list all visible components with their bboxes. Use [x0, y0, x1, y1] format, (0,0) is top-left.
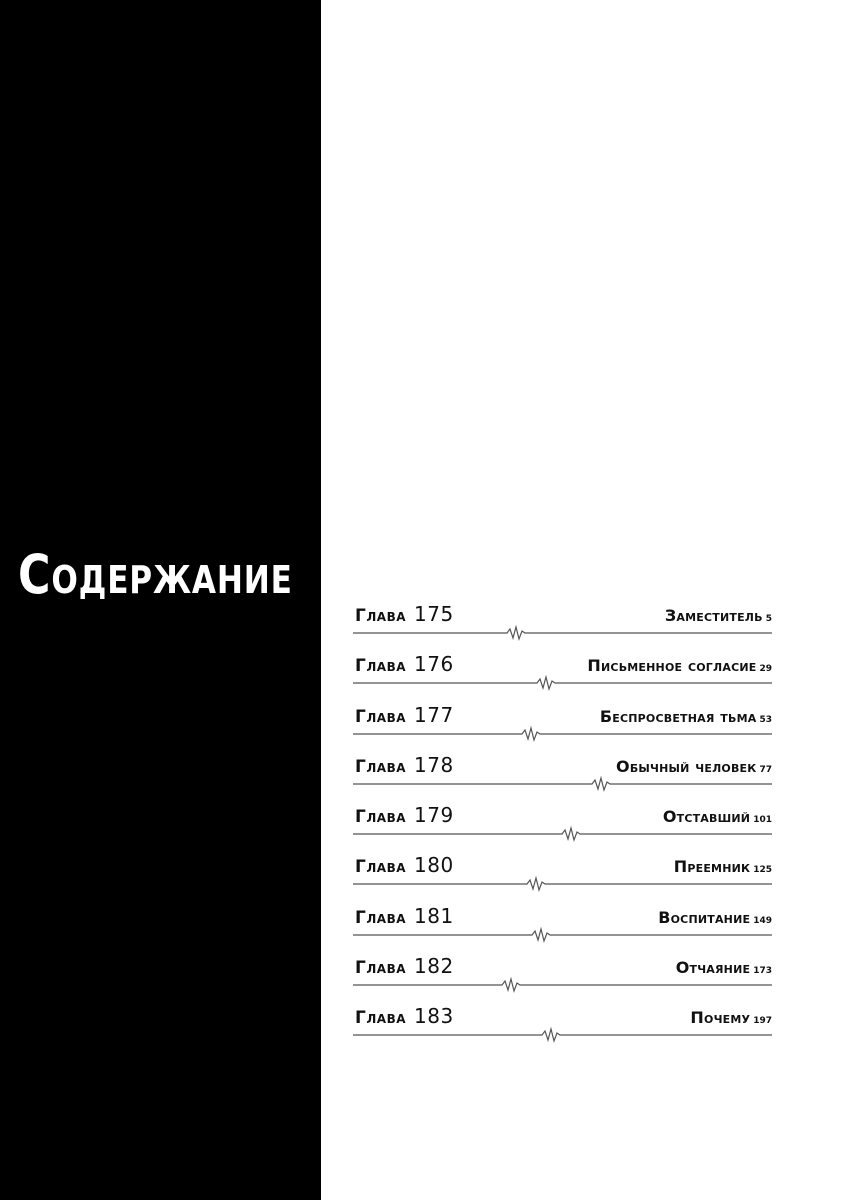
chapter-number: 180 [414, 853, 454, 878]
chapter-title: Воспитание [658, 907, 751, 927]
toc-entry [353, 902, 772, 952]
chapter-page-number: 101 [753, 815, 772, 826]
chapter-word: Глава [355, 656, 407, 677]
chapter-label [355, 954, 454, 978]
chapter-word: Глава [355, 958, 407, 979]
chapter-word: Глава [355, 857, 407, 878]
pulse-line [353, 627, 772, 639]
pulse-line-divider [353, 727, 772, 741]
pulse-line [353, 878, 772, 890]
chapter-page-number: 125 [753, 865, 772, 876]
chapter-title: Письменное согласие [587, 656, 757, 676]
chapter-label [355, 904, 454, 928]
chapter-title: Отставший [662, 807, 751, 827]
toc-entry [353, 952, 772, 1002]
toc-entry [353, 851, 772, 901]
chapter-label [355, 753, 454, 777]
chapter-number: 182 [414, 954, 454, 979]
black-side-panel [0, 0, 321, 1200]
chapter-title-group [676, 958, 772, 977]
chapter-label [355, 602, 454, 626]
pulse-line-divider [353, 928, 772, 942]
chapter-word: Глава [355, 606, 407, 626]
chapter-label [355, 803, 454, 827]
pulse-line [353, 728, 772, 740]
chapter-title-group [665, 606, 772, 625]
chapter-page-number: 173 [753, 966, 772, 977]
chapter-label [355, 853, 454, 877]
toc-entry [353, 801, 772, 851]
chapter-number: 183 [414, 1004, 454, 1029]
chapter-page-number: 197 [753, 1016, 772, 1027]
chapter-number: 176 [414, 652, 454, 677]
toc-entry [353, 650, 772, 700]
chapter-label [355, 703, 454, 727]
pulse-line [353, 979, 772, 991]
chapter-number: 179 [414, 803, 454, 828]
chapter-page-number: 149 [753, 915, 772, 926]
table-of-contents [353, 600, 772, 1053]
page-title: Содержание [18, 543, 293, 606]
pulse-line-divider [353, 978, 772, 992]
chapter-title: Обычный человек [616, 756, 757, 776]
chapter-number: 178 [414, 752, 454, 777]
pulse-line [353, 677, 772, 689]
toc-entry [353, 1002, 772, 1052]
chapter-title: Преемник [673, 857, 751, 877]
chapter-label [355, 652, 454, 676]
pulse-line [353, 929, 772, 941]
pulse-line-divider [353, 827, 772, 841]
chapter-title: Беспросветная тьма [599, 706, 757, 726]
chapter-label [355, 1004, 454, 1028]
chapter-title: Отчаяние [675, 958, 751, 978]
chapter-word: Глава [355, 807, 407, 828]
chapter-title-group [690, 1008, 772, 1027]
chapter-word: Глава [355, 756, 407, 777]
toc-entry [353, 751, 772, 801]
chapter-title-group [600, 707, 772, 726]
chapter-word: Глава [355, 1008, 407, 1029]
toc-entry [353, 701, 772, 751]
chapter-number: 181 [414, 903, 454, 928]
pulse-line-divider [353, 877, 772, 891]
chapter-title-group [616, 757, 772, 776]
chapter-title-group [658, 908, 772, 927]
chapter-number: 175 [414, 602, 454, 626]
chapter-page-number: 29 [759, 664, 772, 675]
pulse-line [353, 828, 772, 840]
chapter-title-group [663, 807, 772, 826]
chapter-page-number: 5 [765, 614, 772, 624]
chapter-number: 177 [414, 702, 454, 727]
chapter-title: Почему [690, 1008, 751, 1028]
pulse-line-divider [353, 1028, 772, 1042]
chapter-page-number: 77 [759, 764, 772, 775]
pulse-line [353, 778, 772, 790]
chapter-page-number: 53 [759, 714, 772, 725]
pulse-line [353, 1029, 772, 1041]
chapter-title: Заместитель [664, 606, 763, 625]
pulse-line-divider [353, 777, 772, 791]
chapter-title-group [674, 857, 772, 876]
pulse-line-divider [353, 626, 772, 640]
chapter-word: Глава [355, 907, 407, 928]
chapter-title-group [587, 656, 772, 675]
pulse-line-divider [353, 676, 772, 690]
toc-entry [353, 600, 772, 650]
chapter-word: Глава [355, 706, 407, 727]
